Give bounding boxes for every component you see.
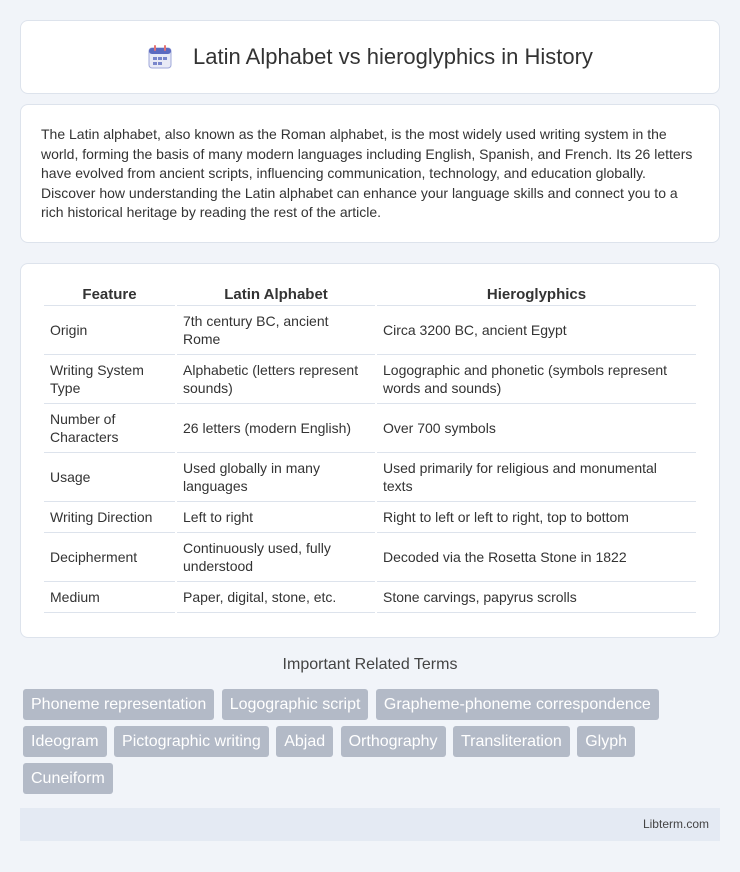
table-row	[44, 582, 696, 613]
term-tag[interactable]: Ideogram	[23, 726, 107, 757]
calendar-icon	[147, 44, 173, 70]
term-tag[interactable]: Logographic script	[222, 689, 369, 720]
intro-text: The Latin alphabet, also known as the Roman alphabet, is the most widely used writing system in the world, forming the basis of many modern languages including English, Spanish, and French. Its 26 letters have evolved from ancient scripts, influencing communication, technology, and education globally. Discover how understanding the Latin alphabet can enhance your language skills and connect you to a rich historical heritage by reading the rest of the article.	[41, 126, 693, 220]
intro-card	[20, 104, 720, 243]
column-header: Latin Alphabet	[177, 284, 375, 306]
table-cell: Decoded via the Rosetta Stone in 1822	[377, 533, 696, 582]
table-row	[44, 453, 696, 502]
table-cell: Decipherment	[44, 533, 175, 582]
table-cell: Continuously used, fully understood	[177, 533, 375, 582]
table-header-row	[44, 284, 696, 306]
term-tag[interactable]: Cuneiform	[23, 763, 113, 794]
table-cell: Logographic and phonetic (symbols represent words and sounds)	[377, 355, 696, 404]
table-row	[44, 404, 696, 453]
table-cell: 26 letters (modern English)	[177, 404, 375, 453]
table-cell: Paper, digital, stone, etc.	[177, 582, 375, 613]
table-cell: Alphabetic (letters represent sounds)	[177, 355, 375, 404]
term-tag[interactable]: Abjad	[276, 726, 333, 757]
table-cell: Usage	[44, 453, 175, 502]
term-tag[interactable]: Transliteration	[453, 726, 570, 757]
table-row	[44, 533, 696, 582]
related-terms-list	[23, 689, 723, 800]
table-row	[44, 355, 696, 404]
table-cell: Right to left or left to right, top to bottom	[377, 502, 696, 533]
table-cell: Stone carvings, papyrus scrolls	[377, 582, 696, 613]
footer-site-link[interactable]: Libterm.com	[642, 817, 709, 831]
table-cell: Number of Characters	[44, 404, 175, 453]
table-row	[44, 306, 696, 355]
table-cell: Used primarily for religious and monumental texts	[377, 453, 696, 502]
term-tag[interactable]: Glyph	[577, 726, 635, 757]
table-cell: 7th century BC, ancient Rome	[177, 306, 375, 355]
term-tag[interactable]: Phoneme representation	[23, 689, 214, 720]
title-card	[20, 20, 720, 94]
table-cell: Writing System Type	[44, 355, 175, 404]
table-cell: Writing Direction	[44, 502, 175, 533]
table-cell: Left to right	[177, 502, 375, 533]
table-cell: Origin	[44, 306, 175, 355]
comparison-table	[42, 284, 698, 613]
table-cell: Circa 3200 BC, ancient Egypt	[377, 306, 696, 355]
table-cell: Over 700 symbols	[377, 404, 696, 453]
table-cell: Medium	[44, 582, 175, 613]
term-tag[interactable]: Orthography	[341, 726, 446, 757]
term-tag[interactable]: Pictographic writing	[114, 726, 269, 757]
footer	[20, 808, 720, 841]
term-tag[interactable]: Grapheme-phoneme correspondence	[376, 689, 659, 720]
table-row	[44, 502, 696, 533]
related-terms-title: Important Related Terms	[282, 656, 458, 673]
column-header: Feature	[44, 284, 175, 306]
page-title: Latin Alphabet vs hieroglyphics in History	[193, 44, 593, 69]
table-cell: Used globally in many languages	[177, 453, 375, 502]
comparison-card	[20, 263, 720, 638]
column-header: Hieroglyphics	[377, 284, 696, 306]
